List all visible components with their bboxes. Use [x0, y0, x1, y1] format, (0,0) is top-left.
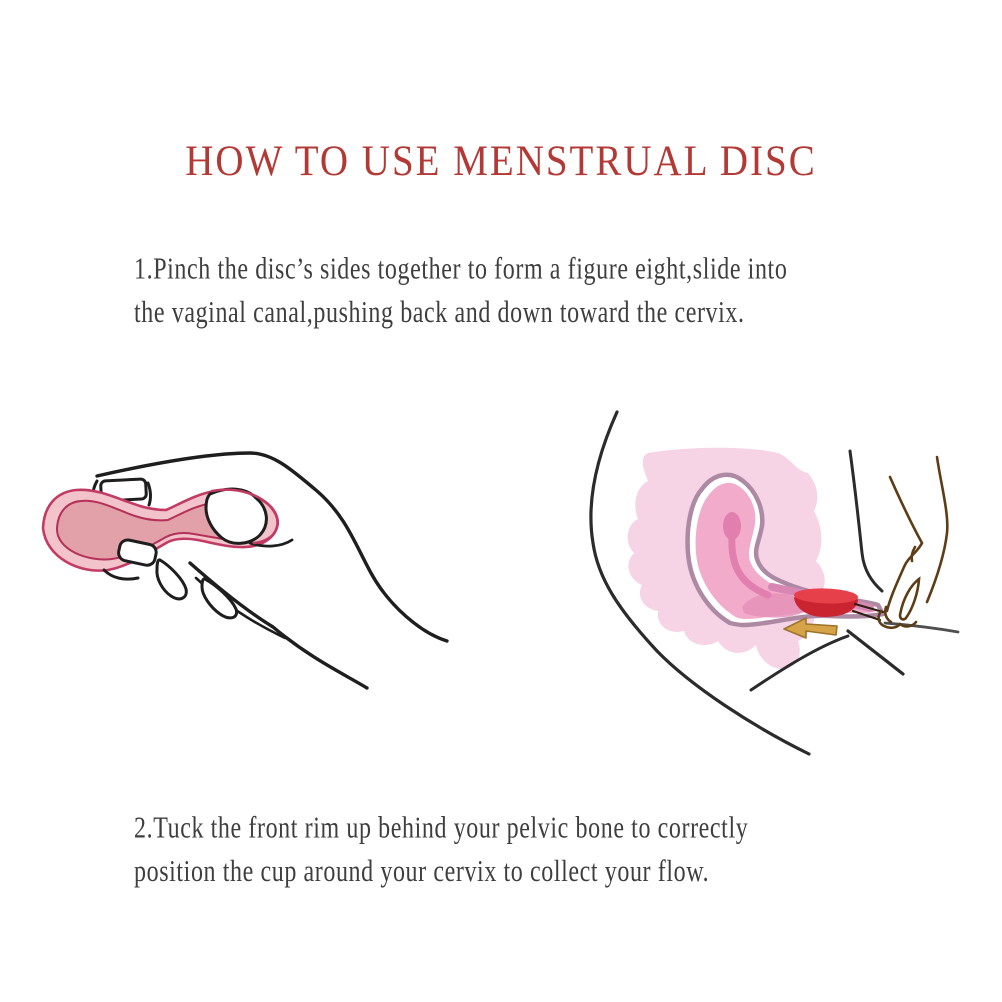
reaching-hand: [879, 457, 948, 628]
fingertip-middle: [157, 560, 186, 599]
hand-finger-line-2: [927, 457, 947, 602]
thumb-side-right: [148, 483, 150, 505]
front-body-contour: [850, 451, 882, 591]
step-2-text: [134, 807, 748, 894]
illustration-insertion-cross-section: [560, 395, 1002, 805]
step-1-text: [134, 248, 787, 335]
hand-bottom-contour: [190, 563, 367, 688]
step-2-line-2: position the cup around your cervix to collect your flow.: [134, 855, 710, 889]
step-1-line-1: 1.Pinch the disc’s sides together to form a figure eight,slide into: [134, 253, 788, 287]
step-2-line-1: 2.Tuck the front rim up behind your pelvic bone to correctly: [134, 812, 749, 846]
hand-pointed-finger: [900, 579, 919, 619]
page-title: HOW TO USE MENSTRUAL DISC: [185, 137, 817, 186]
lower-fingers: [104, 538, 237, 617]
finger-under-nail: [104, 570, 138, 579]
leg-diagonal-line: [848, 631, 903, 674]
illustration-hand-pinching-disc: [0, 430, 480, 770]
step-1-line-2: the vaginal canal,pushing back and down toward the cervix.: [134, 296, 745, 330]
